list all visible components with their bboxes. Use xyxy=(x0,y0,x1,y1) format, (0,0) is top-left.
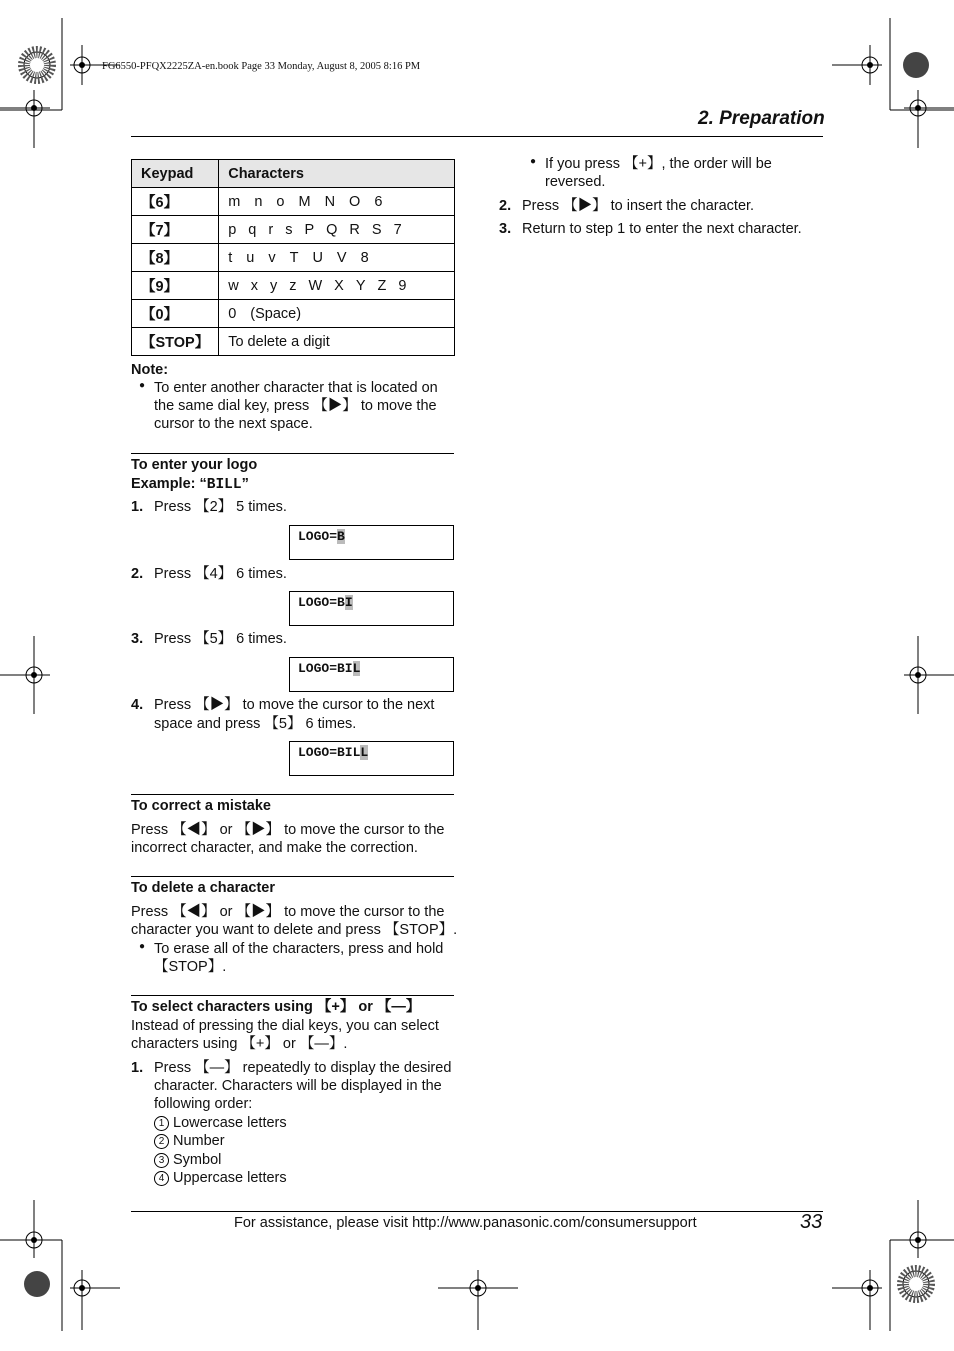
key-cell: 【7】 xyxy=(132,216,219,244)
step-number: 2. xyxy=(499,198,512,214)
step-text: Press 【2】 5 times. xyxy=(154,499,287,515)
char: N xyxy=(324,193,336,210)
note-title: Note: xyxy=(131,362,169,378)
bullet-icon: ● xyxy=(139,380,146,391)
delete-text: character you want to delete and press 【STOP】. xyxy=(131,922,458,938)
column-header-keypad: Keypad xyxy=(132,160,219,188)
step-number: 1. xyxy=(131,1060,144,1076)
example-close: ” xyxy=(241,476,249,492)
order-item xyxy=(154,1114,287,1132)
lcd-text: LOGO= xyxy=(298,529,338,544)
logo-section-title: To enter your logo xyxy=(131,457,258,473)
delete-section-title: To delete a character xyxy=(131,880,275,896)
column-header-characters: Characters xyxy=(219,160,455,188)
chars-cell xyxy=(219,188,455,216)
char: W xyxy=(308,277,323,294)
char: m xyxy=(228,193,241,210)
lcd-cursor: L xyxy=(352,661,361,676)
circled-number: 2 xyxy=(154,1134,169,1149)
char: Q xyxy=(326,221,338,238)
order-label: Number xyxy=(173,1133,225,1149)
char: 7 xyxy=(393,221,402,238)
right-bullet-text: If you press 【+】, the order will be xyxy=(545,156,772,172)
char: Z xyxy=(377,277,387,294)
step-text: character. Characters will be displayed in the xyxy=(154,1078,442,1094)
table-row xyxy=(132,216,455,244)
table-row xyxy=(132,188,455,216)
correct-text: Press 【◀】 or 【▶】 to move the cursor to the xyxy=(131,822,445,838)
select-section-title: To select characters using 【+】 or 【—】 xyxy=(131,999,421,1015)
char: z xyxy=(289,277,297,294)
order-label: Symbol xyxy=(173,1152,222,1168)
char: U xyxy=(312,249,323,266)
delete-bullet-text: 【STOP】. xyxy=(154,959,227,975)
char: p xyxy=(228,221,237,238)
char: s xyxy=(285,221,293,238)
header-rule xyxy=(131,136,823,137)
char: u xyxy=(246,249,255,266)
order-item xyxy=(154,1132,225,1150)
table-row xyxy=(132,244,455,272)
char: V xyxy=(336,249,347,266)
char: v xyxy=(268,249,276,266)
section-rule xyxy=(131,794,454,795)
circled-number: 4 xyxy=(154,1171,169,1186)
assistance-text: For assistance, please visit http://www.panasonic.com/consumersupport xyxy=(234,1215,697,1231)
example-line xyxy=(131,475,249,494)
char: O xyxy=(349,193,361,210)
step-number: 3. xyxy=(131,631,144,647)
right-bullet-text: reversed. xyxy=(545,174,606,190)
table-header-row xyxy=(132,160,455,188)
step-text: Press 【▶】 to insert the character. xyxy=(522,198,755,214)
lcd-display xyxy=(289,657,454,692)
lcd-display xyxy=(289,591,454,626)
bullet-icon: ● xyxy=(139,941,146,952)
correct-text: incorrect character, and make the correction. xyxy=(131,840,418,856)
note-text: To enter another character that is located on the same dial key, press 【▶】 to move the cursor to the next space. xyxy=(154,380,438,432)
key-cell: 【8】 xyxy=(132,244,219,272)
char: T xyxy=(289,249,299,266)
book-info: FG6550-PFQX2225ZA-en.book Page 33 Monday, August 8, 2005 8:16 PM xyxy=(102,61,421,72)
step-number: 1. xyxy=(131,499,144,515)
circled-number: 3 xyxy=(154,1153,169,1168)
step-text: Press 【▶】 to move the cursor to the next xyxy=(154,697,435,713)
char: S xyxy=(371,221,382,238)
order-item xyxy=(154,1169,287,1187)
chars-cell xyxy=(219,300,455,328)
char: 9 xyxy=(398,277,407,294)
example-label: Example: “ xyxy=(131,476,207,492)
select-text: Instead of pressing the dial keys, you can select xyxy=(131,1018,439,1034)
chars-cell xyxy=(219,244,455,272)
char: Y xyxy=(355,277,366,294)
example-value: BILL xyxy=(206,477,242,493)
step-number: 4. xyxy=(131,697,144,713)
char: t xyxy=(228,249,233,266)
lcd-cursor: I xyxy=(344,595,353,610)
chars-cell xyxy=(219,272,455,300)
order-label: Lowercase letters xyxy=(173,1115,287,1131)
step-text: space and press 【5】 6 times. xyxy=(154,716,357,732)
footer-rule xyxy=(131,1211,823,1212)
bullet-icon: ● xyxy=(530,156,537,167)
keypad-table xyxy=(131,159,455,356)
key-cell: 【6】 xyxy=(132,188,219,216)
char: r xyxy=(268,221,274,238)
table-row xyxy=(132,328,455,356)
select-text: characters using 【+】 or 【—】. xyxy=(131,1036,348,1052)
lcd-text: LOGO=BIL xyxy=(298,745,361,760)
lcd-text: LOGO=B xyxy=(298,595,345,610)
step-number: 2. xyxy=(131,566,144,582)
key-cell: 【0】 xyxy=(132,300,219,328)
step-text: Return to step 1 to enter the next character. xyxy=(522,221,802,237)
lcd-cursor: L xyxy=(360,745,369,760)
char: q xyxy=(248,221,257,238)
lcd-text: LOGO=BI xyxy=(298,661,353,676)
char: R xyxy=(349,221,360,238)
section-title: 2. Preparation xyxy=(698,108,825,129)
table-row xyxy=(132,300,455,328)
lcd-display xyxy=(289,525,454,560)
order-item xyxy=(154,1151,221,1169)
step-number: 3. xyxy=(499,221,512,237)
char: 6 xyxy=(374,193,383,210)
step-text: Press 【4】 6 times. xyxy=(154,566,287,582)
page-number: 33 xyxy=(800,1211,823,1233)
char: n xyxy=(254,193,263,210)
section-rule xyxy=(131,876,454,877)
char: X xyxy=(334,277,344,294)
correct-section-title: To correct a mistake xyxy=(131,798,271,814)
char: 0 xyxy=(228,305,237,322)
char: 8 xyxy=(360,249,369,266)
delete-text: Press 【◀】 or 【▶】 to move the cursor to the xyxy=(131,904,445,920)
circled-number: 1 xyxy=(154,1116,169,1131)
key-cell: 【STOP】 xyxy=(132,328,219,356)
key-cell: 【9】 xyxy=(132,272,219,300)
char: w xyxy=(228,277,239,294)
char: o xyxy=(276,193,285,210)
section-rule xyxy=(131,995,454,996)
table-row xyxy=(132,272,455,300)
section-rule xyxy=(131,453,454,454)
delete-bullet-text: To erase all of the characters, press and hold xyxy=(154,941,444,957)
lcd-display xyxy=(289,741,454,776)
char: y xyxy=(269,277,278,294)
chars-cell xyxy=(219,216,455,244)
step-text: Press 【—】 repeatedly to display the desired xyxy=(154,1060,452,1076)
char: M xyxy=(298,193,311,210)
char: x xyxy=(250,277,258,294)
order-label: Uppercase letters xyxy=(173,1170,287,1186)
char: (Space) xyxy=(250,305,302,322)
char: P xyxy=(304,221,315,238)
chars-cell: To delete a digit xyxy=(219,328,455,356)
step-text: following order: xyxy=(154,1096,253,1112)
step-text: Press 【5】 6 times. xyxy=(154,631,287,647)
lcd-cursor: B xyxy=(337,529,345,544)
